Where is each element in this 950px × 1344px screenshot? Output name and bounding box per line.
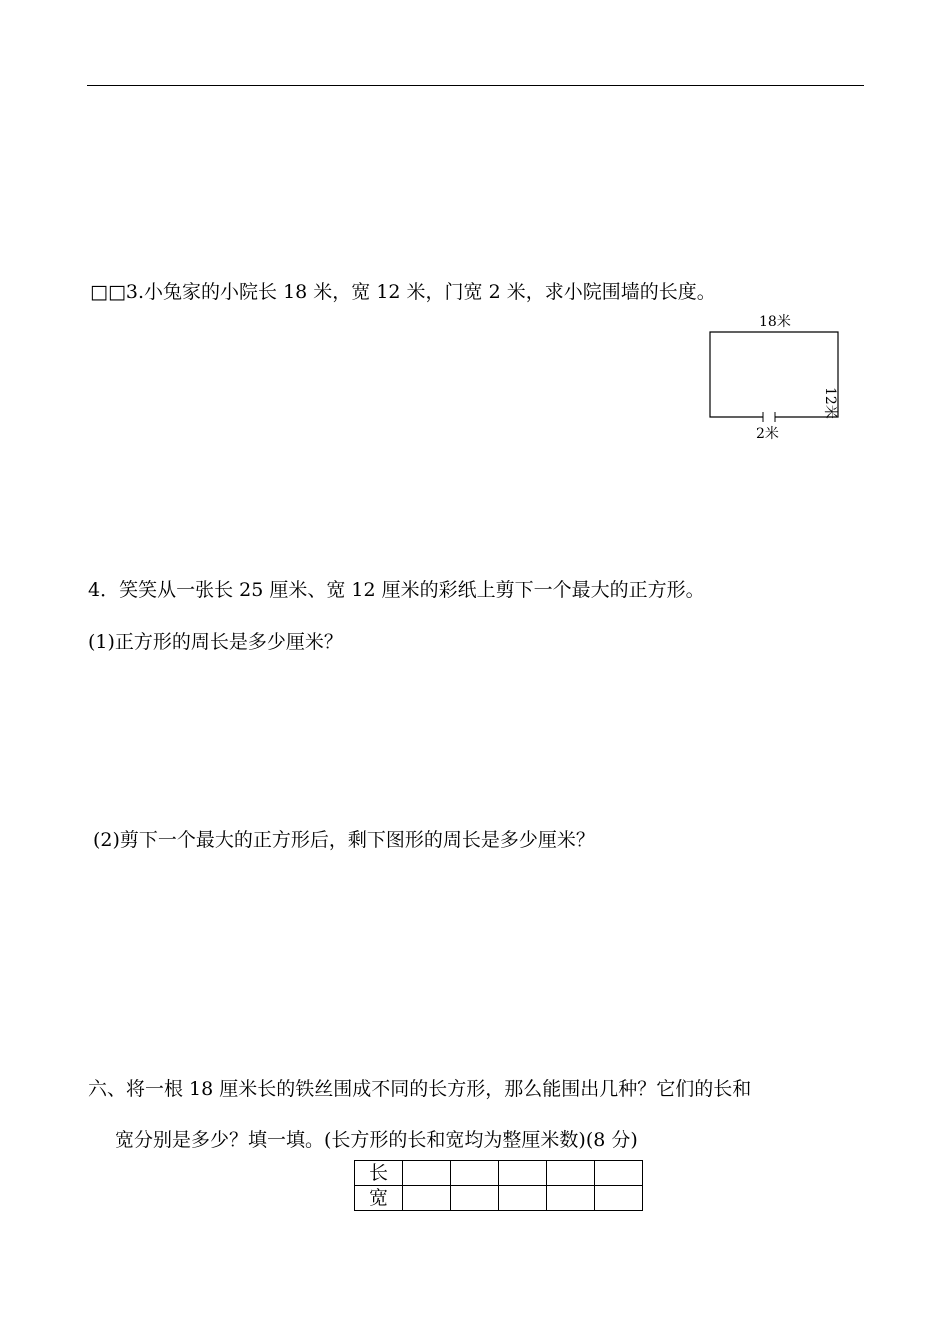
section-6-line-1: 六、将一根 18 厘米长的铁丝围成不同的长方形，那么能围出几种？它们的长和 <box>88 1078 752 1100</box>
answer-cell[interactable] <box>499 1161 547 1186</box>
answer-table <box>354 1160 643 1211</box>
table-row-length <box>355 1161 643 1186</box>
length-label: 18米 <box>759 314 791 330</box>
top-rule <box>87 85 864 86</box>
question-4-text: 4．笑笑从一张长 25 厘米、宽 12 厘米的彩纸上剪下一个最大的正方形。 <box>88 579 705 601</box>
section-6-line-2: 宽分别是多少？填一填。(长方形的长和宽均为整厘米数)(8 分) <box>115 1129 638 1151</box>
answer-cell[interactable] <box>595 1161 643 1186</box>
answer-cell[interactable] <box>595 1186 643 1211</box>
door-label: 2米 <box>756 426 779 442</box>
yard-outline <box>710 332 838 417</box>
answer-cell[interactable] <box>547 1161 595 1186</box>
question-3-text: □□3.小兔家的小院长 18 米，宽 12 米，门宽 2 米，求小院围墙的长度。 <box>90 281 716 303</box>
answer-cell[interactable] <box>451 1186 499 1211</box>
width-label: 12米 <box>822 387 838 419</box>
answer-cell[interactable] <box>451 1161 499 1186</box>
answer-cell[interactable] <box>547 1186 595 1211</box>
row-head-width: 宽 <box>355 1186 403 1211</box>
table-row-width <box>355 1186 643 1211</box>
answer-cell[interactable] <box>403 1186 451 1211</box>
answer-cell[interactable] <box>403 1161 451 1186</box>
question-4-part-2: (2)剪下一个最大的正方形后，剩下图形的周长是多少厘米？ <box>93 829 595 851</box>
question-4-part-1: (1)正方形的周长是多少厘米？ <box>88 631 343 653</box>
answer-cell[interactable] <box>499 1186 547 1211</box>
row-head-length: 长 <box>355 1161 403 1186</box>
